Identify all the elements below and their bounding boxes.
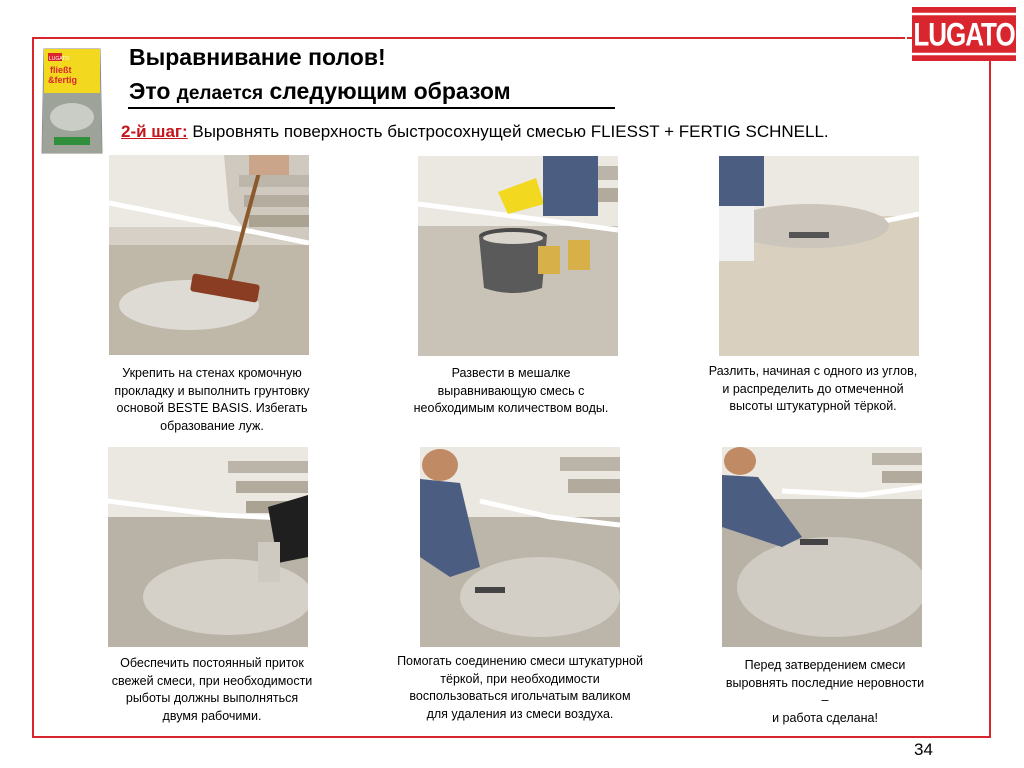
package-product-line2: &fertig	[48, 75, 77, 85]
photo-pouring-spreading	[719, 156, 919, 356]
subtitle-part-1: Это	[129, 78, 177, 104]
photo-pouring-bucket	[108, 447, 308, 647]
title-underline	[128, 107, 615, 109]
caption-step-6: Перед затвердением смеси выровнять последние неровности – и работа сделана!	[725, 658, 925, 725]
photo-final-leveling	[722, 447, 922, 647]
photo-broom-priming	[109, 155, 309, 355]
photo-trowel-smoothing	[420, 447, 620, 647]
package-brand-mark: LUGATO	[49, 56, 70, 62]
step-description	[121, 122, 829, 142]
caption-step-5: Помогать соединению смеси штукатурной тёркой, при необходимости воспользоваться игольчатым валиком для удаления из смеси воздуха.	[397, 654, 643, 721]
page-title: Выравнивание полов!	[129, 44, 386, 70]
subtitle-part-3: следующим образом	[263, 78, 511, 104]
photo-mixing-bucket	[418, 156, 618, 356]
page-number: 34	[914, 740, 933, 759]
step-text: Выровнять поверхность быстросохнущей смесью FLIESST + FERTIG SCHNELL.	[187, 122, 829, 141]
subtitle-part-2: делается	[176, 83, 264, 104]
product-package-image	[40, 45, 104, 157]
package-product-line1: fließt	[50, 65, 72, 75]
step-label: 2-й шаг:	[121, 122, 188, 141]
page-subtitle	[129, 78, 511, 105]
caption-step-4: Обеспечить постоянный приток свежей смеси, при необходимости рыботы должны выполняться двумя рабочими.	[111, 656, 313, 723]
caption-step-1: Укрепить на стенах кромочную прокладку и выполнить грунтовку основой BESTE BASIS. Избегать образование луж.	[114, 366, 310, 433]
caption-step-3: Разлить, начиная с одного из углов, и распределить до отмеченной высоты штукатурной тёркой.	[708, 364, 918, 413]
lugato-logo: LUGATO	[912, 7, 1016, 61]
caption-step-2: Развести в мешалке выравнивающую смесь с необходимым количеством воды.	[413, 366, 609, 415]
